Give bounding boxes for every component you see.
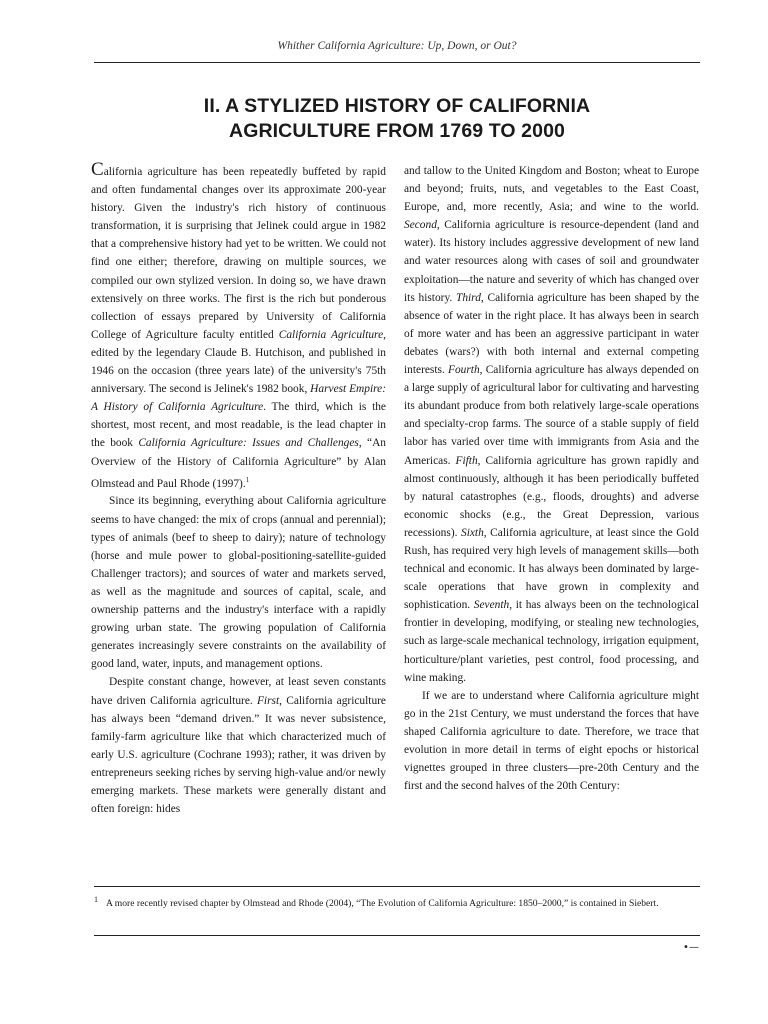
paragraph-intro: California agriculture has been repeatedly buffeted by rapid and often fundamental changes over its approximate 200-year history. Given the industry's rich history of continuous transformation, it is surprising that Jelinek could argue in 1982 that a comprehensive history had yet to be written. We could not find one either; therefore, drawing on multiple sources, we compiled our own stylized version. In doing so, we have drawn extensively on three works. The first is the rich but ponderous collection of essays prepared by University of California College of Agriculture faculty entitled California Agriculture, edited by the legendary Claude B. Hutchison, and published in 1946 on the occasion (three years late) of the university's 75th anniversary. The second is Jelinek's 1982 book, Harvest Empire: A History of California Agriculture. The third, which is the shortest, most recent, and most readable, is the lead chapter in the book California Agriculture: Issues and Challenges, “An Overview of the History of California Agriculture” by Alan Olmstead and Paul Rhode (1997).$^1$ [91, 159, 386, 490]
paragraph-epochs: If we are to understand where California agriculture might go in the 21st Century, we must understand the forces that have shaped California agriculture to date. Therefore, we trace that evolution in more detail in terms of eight epochs or historical vignettes grouped in three clusters—pre-20th Century and the first and the second halves of the 20th Century: [404, 689, 699, 793]
footer-rule [94, 935, 700, 936]
footnote-number: 1 [94, 895, 98, 904]
footnote [94, 894, 700, 910]
chapter-title [94, 94, 700, 144]
footnote-rule [94, 886, 700, 887]
page-marker: •— [683, 942, 699, 953]
right-column [404, 162, 699, 795]
left-column [91, 159, 386, 818]
running-head: Whither California Agriculture: Up, Down, or Out? [277, 40, 517, 52]
drop-cap: C [91, 159, 104, 180]
paragraph-constants: Despite constant change, however, at least seven constants have driven California agriculture. First, California agriculture has always been “demand driven.” It was never subsistence, family-farm agriculture like that which characterized much of early U.S. agriculture (Cochrane 1993); rather, it was driven by entrepreneurs seeking riches by serving high-value and/or newly emerging markets. These markets were generally distant and often foreign: hides [91, 676, 386, 816]
chapter-title-line-2: AGRICULTURE FROM 1769 TO 2000 [229, 120, 565, 142]
footnote-ref: 1 [245, 475, 250, 484]
footnote-text: A more recently revised chapter by Olmstead and Rhode (2004), “The Evolution of California Agriculture: 1850–2000,” is contained in Siebert. [106, 898, 659, 910]
paragraph-changes: Since its beginning, everything about California agriculture seems to have changed: the mix of crops (annual and perennial); types of animals (beef to sheep to dairy); nature of technology (horse and mule power to global-positioning-satellite-guided Challenger tractors); and sources of water and markets served, as well as the magnitude and sources of capital, scale, and ownership patterns and the industry's interface with a rapidly growing urban state. The growing population of California generates increasingly severe constraints on the availability of good land, water, inputs, and management options. [91, 495, 386, 671]
chapter-title-line-1: II. A STYLIZED HISTORY OF CALIFORNIA [203, 95, 591, 117]
paragraph-constants-continued: and tallow to the United Kingdom and Boston; wheat to Europe and beyond; fruits, nuts, and vegetables to the East Coast, Europe, and, more recently, Asia; and wine to the world. Second, California agriculture is resource-dependent (land and water). Its history includes aggressive development of new land and water resources along with cases of soil and groundwater exploitation—the nature and severity of which has changed over its history. Third, California agriculture has been shaped by the absence of water in the right place. It has always been in search of more water and has been an aggressive participant in water debates (wars?) with both internal and external competing interests. Fourth, California agriculture has always depended on a large supply of agricultural labor for cultivating and harvesting its abundant produce from both relatively large-scale operations and specialty-crop farms. The source of a stable supply of field labor has varied over time with immigrants from Asia and the Americas. Fifth, California agriculture has grown rapidly and almost continuously, although it has been periodically buffeted by natural catastrophes (e.g., floods, droughts) and adverse economic shocks (e.g., the Great Depression, various recessions). Sixth, California agriculture, at least since the Gold Rush, has required very high levels of management skills—both technical and economic. It has always been dominated by large-scale operations that have grown in complexity and sophistication. Seventh, it has always been on the technological frontier in developing, modifying, or stealing new technologies, such as large-scale mechanical technology, irrigation equipment, horticulture/plant varieties, pest control, food processing, and wine making. [404, 165, 700, 684]
header-rule [94, 62, 700, 63]
